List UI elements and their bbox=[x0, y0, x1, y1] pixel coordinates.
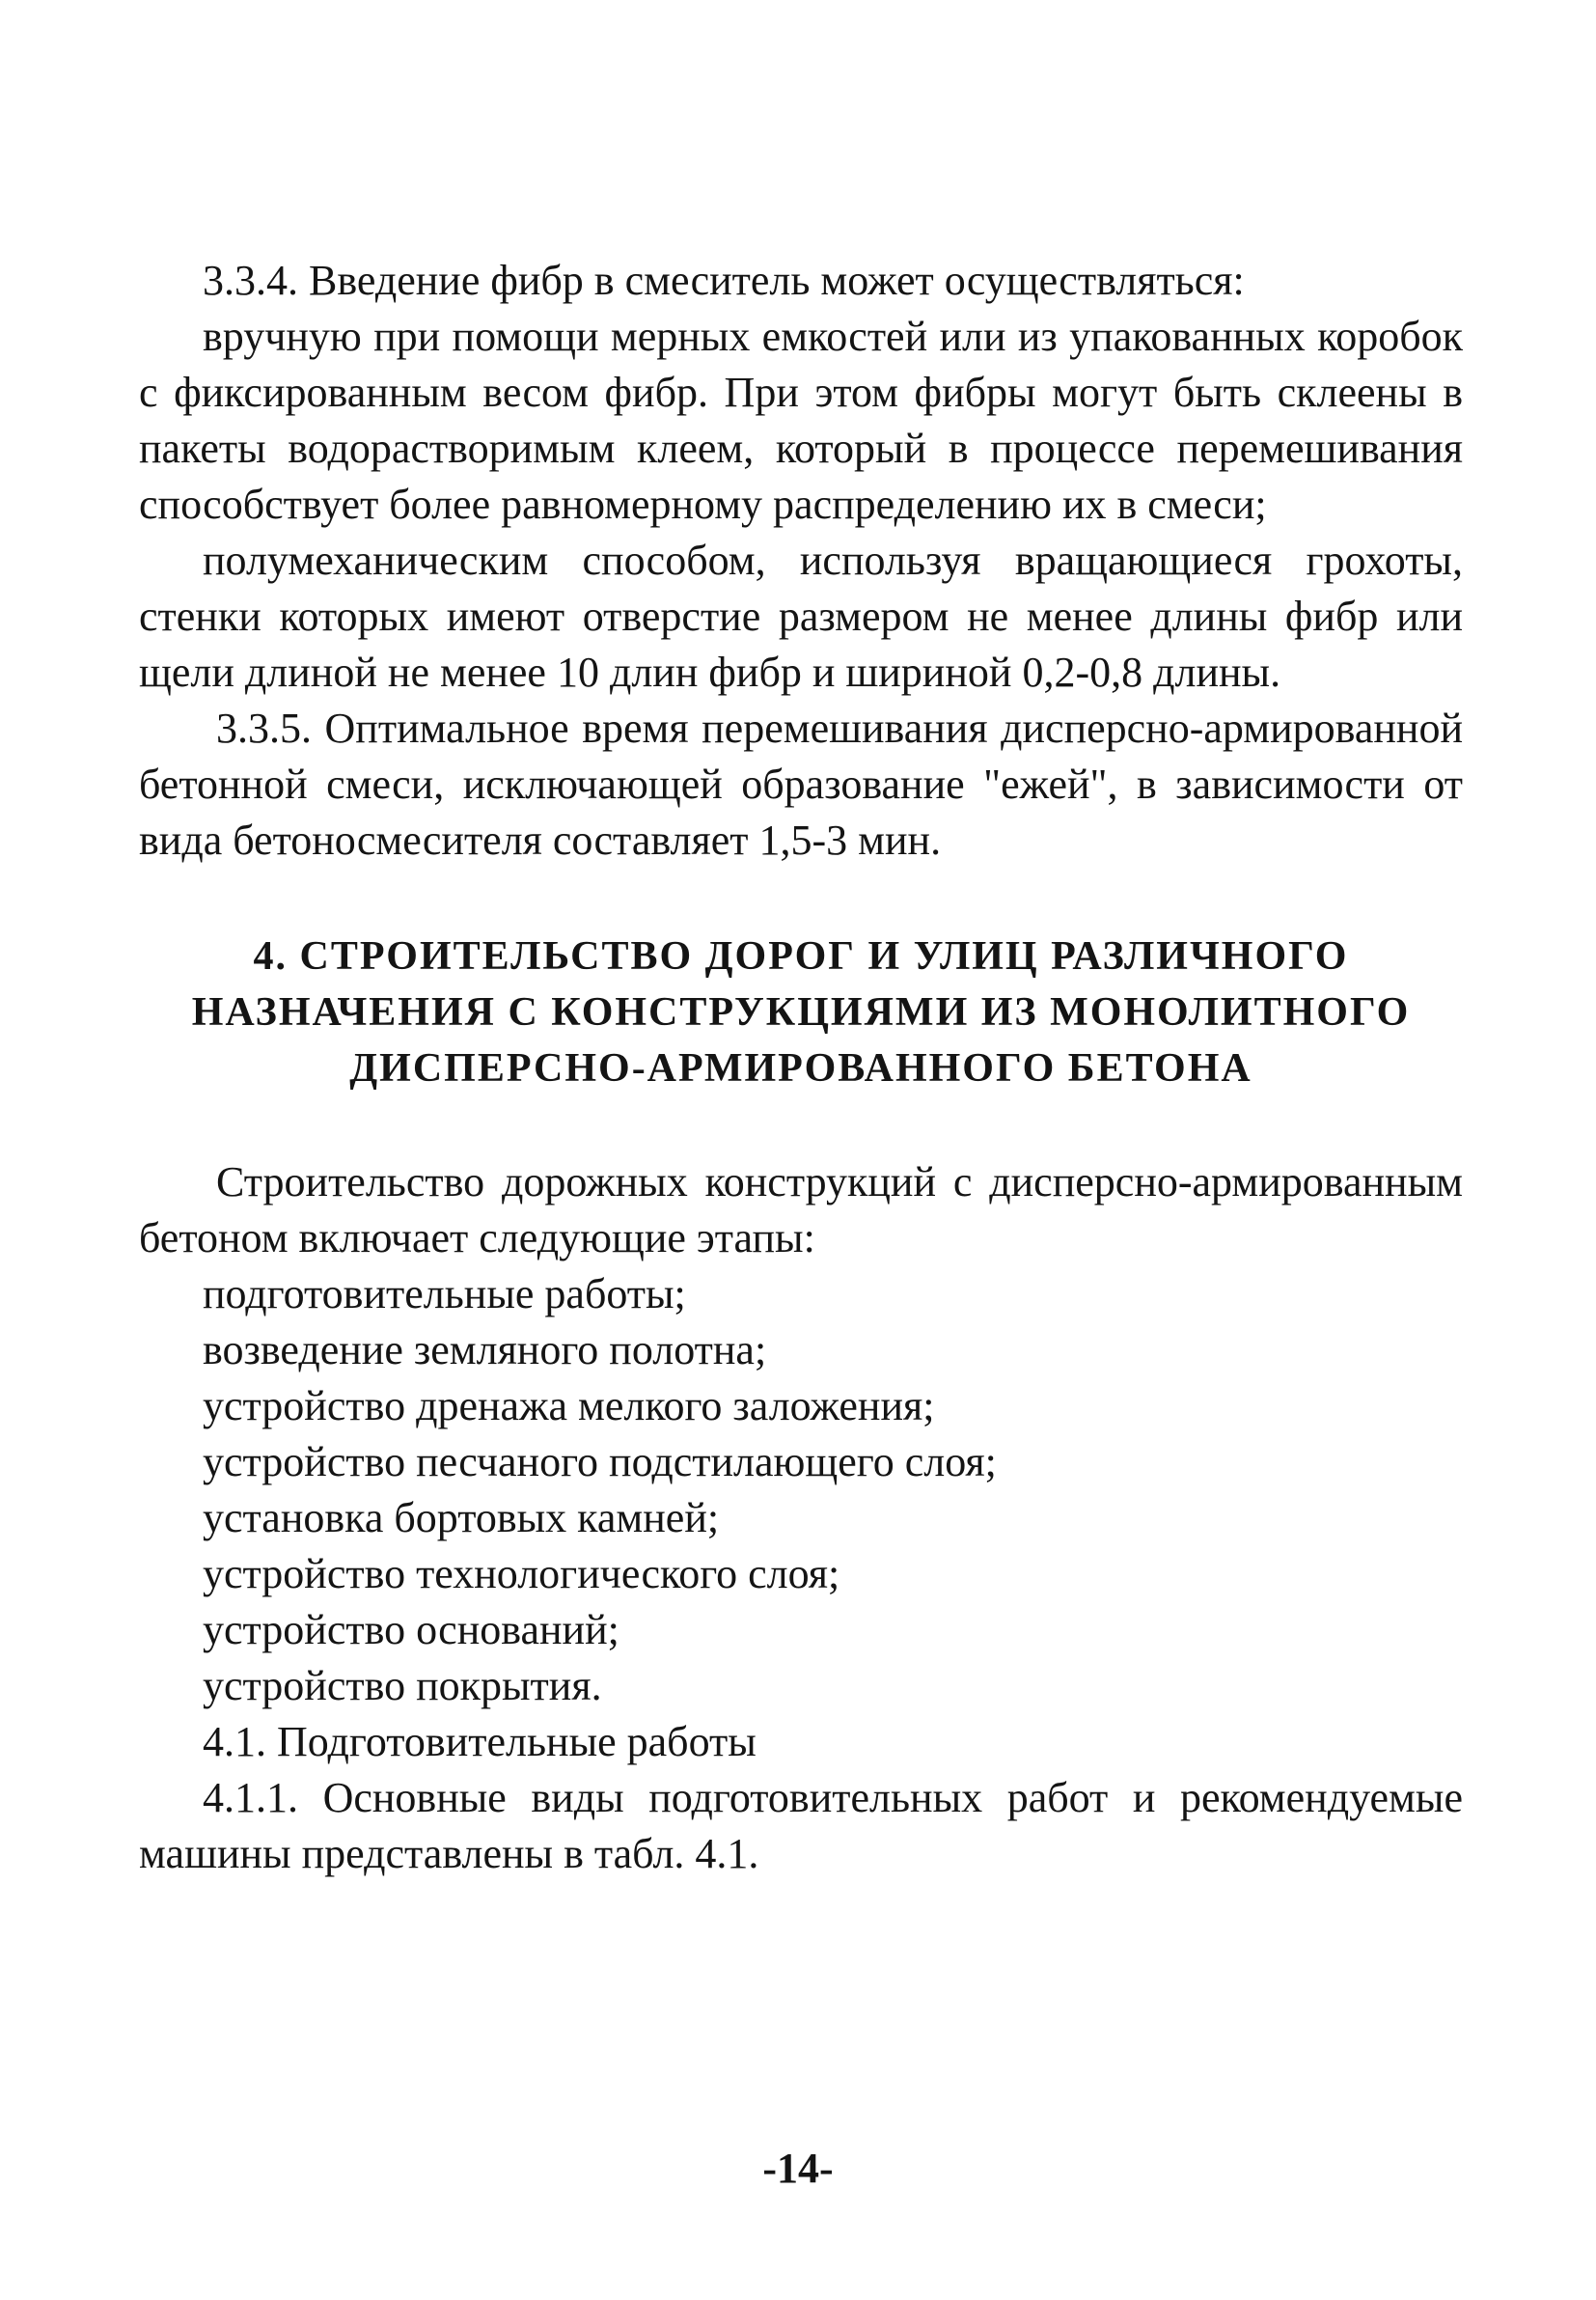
heading-line: ДИСПЕРСНО-АРМИРОВАННОГО БЕТОНА bbox=[349, 1046, 1252, 1091]
stage-list-item: устройство песчаного подстилающего слоя; bbox=[203, 1438, 997, 1485]
paragraph-3-3-4-intro: 3.3.4. Введение фибр в смеситель может осуществляться: bbox=[203, 257, 1245, 304]
paragraph-4-1-1: 4.1.1. Основные виды подготовительных работ и рекомендуемые машины представлены в табл. 4.1. bbox=[139, 1774, 1463, 1877]
page-number: -14- bbox=[762, 2145, 834, 2192]
paragraph-4-intro: Строительство дорожных конструкций с дисперсно-армированным бетоном включает следующие этапы: bbox=[139, 1158, 1463, 1261]
stage-list-item: подготовительные работы; bbox=[203, 1270, 686, 1317]
section-3-3-text bbox=[139, 253, 1463, 869]
stage-list-item: устройство технологического слоя; bbox=[203, 1550, 840, 1597]
paragraph-3-3-4-semimechanical: полумеханическим способом, используя вращающиеся грохоты, стенки которых имеют отверстие размером не менее длины фибр или щели длиной не менее 10 длин фибр и шириной 0,2-0,8 длины. bbox=[139, 537, 1463, 696]
paragraph-3-3-5: 3.3.5. Оптимальное время перемешивания дисперсно-армированной бетонной смеси, исключающей образование "ежей", в зависимости от вида бетоносмесителя составляет 1,5-3 мин. bbox=[139, 705, 1463, 864]
heading-line: НАЗНАЧЕНИЯ С КОНСТРУКЦИЯМИ ИЗ МОНОЛИТНОГО bbox=[191, 990, 1411, 1035]
subsection-4-1-title: 4.1. Подготовительные работы bbox=[203, 1718, 757, 1765]
stage-list-item: устройство покрытия. bbox=[203, 1662, 602, 1709]
section-4-text bbox=[139, 1154, 1463, 1882]
paragraph-3-3-4-manual: вручную при помощи мерных емкостей или из упакованных коробок с фиксированным весом фибр. При этом фибры могут быть склеены в пакеты водорастворимым клеем, который в процессе перемешивания способствует более равномерному распределению их в смеси; bbox=[139, 313, 1463, 528]
stage-list-item: устройство дренажа мелкого заложения; bbox=[203, 1382, 935, 1429]
section-4-heading bbox=[139, 928, 1463, 1096]
heading-line: 4. СТРОИТЕЛЬСТВО ДОРОГ И УЛИЦ РАЗЛИЧНОГО bbox=[253, 934, 1349, 979]
stage-list-item: возведение земляного полотна; bbox=[203, 1326, 767, 1373]
stage-list-item: установка бортовых камней; bbox=[203, 1494, 720, 1541]
stage-list-item: устройство оснований; bbox=[203, 1606, 619, 1653]
